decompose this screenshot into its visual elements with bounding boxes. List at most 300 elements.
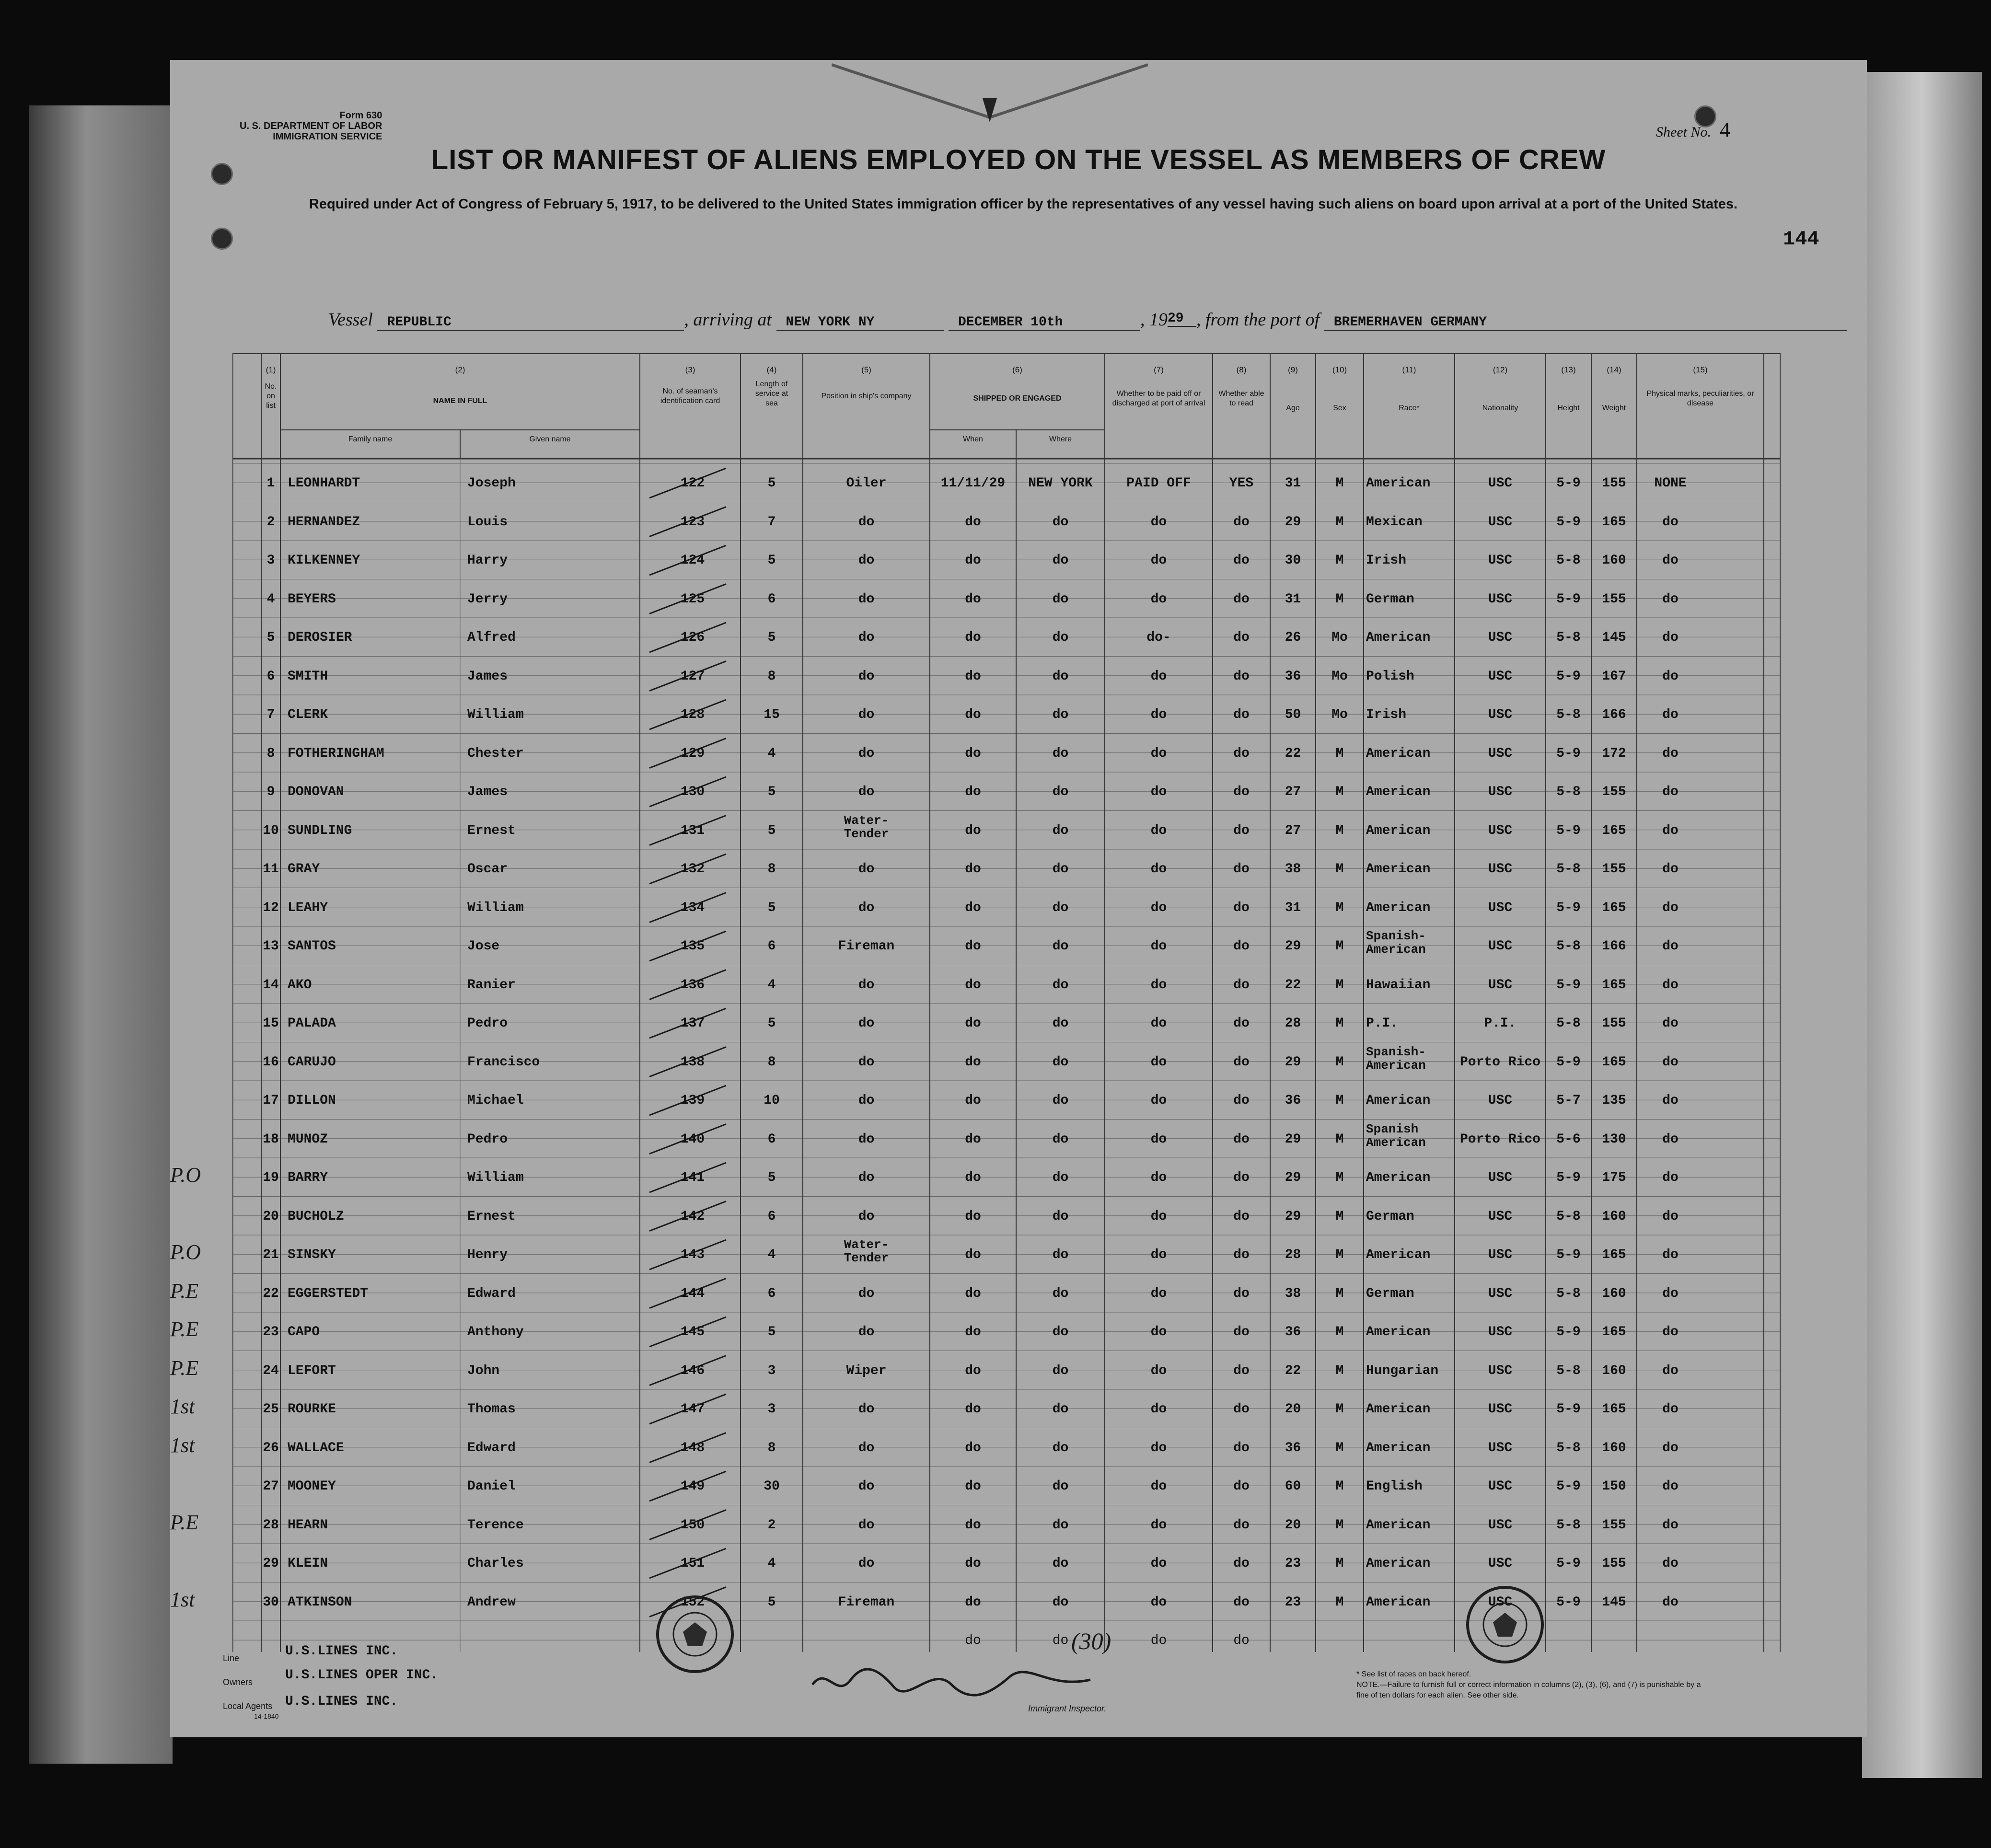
cell-marks: do [1662,669,1678,684]
cell-family: WALLACE [288,1440,344,1455]
cell-given: Terence [467,1517,524,1533]
cell-weight: 172 [1602,746,1626,761]
cell-age: 36 [1285,669,1301,684]
cell-marks: do [1662,1363,1678,1378]
year-prefix: , 19 [1140,310,1168,330]
cell-age: 29 [1285,1209,1301,1224]
margin-note: 1st [170,1433,195,1457]
cell-weight: 167 [1602,669,1626,684]
cell-no: 22 [263,1286,279,1301]
cell-read: do [1233,1402,1250,1417]
cell-read: do [1233,977,1250,993]
cell-height: 5-8 [1556,1016,1581,1031]
owners-value: U.S.LINES OPER INC. [285,1668,439,1683]
cell-where: do [1052,1479,1069,1494]
cell-sex: M [1335,977,1344,993]
col-number-8: (8) [1236,365,1247,374]
cell-card: 146 [680,1363,705,1378]
cell-height: 5-9 [1556,591,1581,607]
cell-weight: 166 [1602,939,1626,954]
cell-race: American [1366,630,1431,645]
cell-position: do [858,1016,875,1031]
cell-paid: do [1150,900,1167,915]
cell-read: do [1233,630,1250,645]
cell-race: German [1366,1209,1414,1224]
cell-service: 5 [767,900,776,915]
cell-weight: 165 [1602,1402,1626,1417]
cell-position: Fireman [838,1594,895,1610]
cell-family: FOTHERINGHAM [288,746,384,761]
cell-where: do [1052,1093,1069,1108]
cell-when: do [965,862,981,877]
header-paid-off: Whether to be paid off or discharged at port of arrival [1112,390,1205,407]
cell-no: 20 [263,1209,279,1224]
cell-card: 142 [680,1209,705,1224]
cell-no: 13 [263,939,279,954]
header-where: Where [1049,435,1072,443]
cell-sex: M [1335,1594,1344,1610]
cell-age: 31 [1285,900,1301,915]
cell-nationality: USC [1488,1286,1513,1301]
document-title: LIST OR MANIFEST OF ALIENS EMPLOYED ON THE VESSEL AS MEMBERS OF CREW [431,144,1606,175]
cell-read: do [1233,939,1250,954]
cell-age: 28 [1285,1247,1301,1262]
cell-weight: 165 [1602,1054,1626,1070]
cell-paid: PAID OFF [1126,476,1191,491]
cell-sex: M [1335,1363,1344,1378]
cell-service: 6 [767,1132,776,1147]
cell-nationality: USC [1488,591,1513,607]
col-number-9: (9) [1288,365,1298,374]
cell-position: do [858,1132,875,1147]
cell-service: 4 [767,977,776,993]
line-label: Line [223,1653,240,1663]
cell-where: do [1052,669,1069,684]
cell-service: 3 [767,1402,776,1417]
cell-age: 27 [1285,823,1301,838]
margin-note: P.E [170,1317,199,1341]
cell-given: Harry [467,553,508,568]
cell-family: CLERK [288,707,328,722]
cell-nationality: USC [1488,1209,1513,1224]
page-number: 144 [1783,228,1819,251]
vessel-name: REPUBLIC [377,315,684,331]
cell-position: do [858,1209,875,1224]
cell-position: Oiler [846,476,887,491]
cell-sex: M [1335,1325,1344,1340]
cell-read: do [1233,1479,1250,1494]
cell-family: MOONEY [288,1479,336,1494]
cell-when: do [965,1054,981,1070]
margin-note: P.O [170,1240,201,1264]
cell-height: 5-9 [1556,823,1581,838]
cell-marks: do [1662,1517,1678,1533]
cell-nationality: USC [1488,1402,1513,1417]
cell-nationality: USC [1488,1594,1513,1610]
cell-race: American [1366,1440,1431,1455]
cell-no: 6 [266,669,275,684]
cell-family: LEFORT [288,1363,336,1378]
cell-height: 5-6 [1556,1132,1581,1147]
margin-note: P.O [170,1163,201,1187]
cell-family: SUNDLING [288,823,352,838]
cell-position: do [858,707,875,722]
cell-no: 17 [263,1093,279,1108]
cell-race: American [1366,476,1431,491]
cell-no: 10 [263,823,279,838]
cell-age: 50 [1285,707,1301,722]
cell-age: 20 [1285,1402,1301,1417]
col-number-6: (6) [1012,365,1022,374]
cell-card: 131 [680,823,705,838]
margin-note: P.E [170,1279,199,1303]
cell-family: HERNANDEZ [288,514,360,530]
cell-read: do [1233,785,1250,799]
cell-card: 128 [680,707,705,722]
cell-race: American [1366,1170,1431,1185]
cell-given: Edward [467,1286,516,1301]
cell-card: 141 [680,1170,705,1185]
cell-given: Pedro [467,1132,508,1147]
cell-age: 31 [1285,591,1301,607]
cell-when: do [965,1556,981,1571]
cell-marks: do [1662,1402,1678,1417]
cell-service: 4 [767,746,776,761]
cell-service: 8 [767,1440,776,1455]
cell-family: GRAY [288,862,320,877]
service-name: IMMIGRATION SERVICE [273,131,382,142]
cell-race: Irish [1366,553,1407,568]
cell-card: 140 [680,1132,705,1147]
cell-sex: M [1335,1093,1344,1108]
cell-nationality: Porto Rico [1459,1054,1541,1070]
header-height: Height [1557,404,1580,412]
cell-when: do [965,553,981,568]
cell-service: 10 [764,1093,780,1108]
cell-weight: 160 [1602,1440,1626,1455]
cell-given: Pedro [467,1016,508,1031]
cell-card: 123 [680,514,705,530]
cell-paid: do [1150,1517,1167,1533]
cell-position: Water- Tender [844,813,889,841]
cell-height: 5-9 [1556,1479,1581,1494]
cell-marks: do [1662,1093,1678,1108]
cell-marks: do [1662,630,1678,645]
cell-weight: 160 [1602,1363,1626,1378]
col-number-2: (2) [455,365,465,374]
cell-weight: 165 [1602,977,1626,993]
cell-position: do [858,669,875,684]
scanned-page-left-edge [29,105,173,1764]
cell-age: 38 [1285,1286,1301,1301]
margin-note: P.E [170,1356,199,1380]
cell-family: DILLON [288,1093,336,1108]
cell-when: do [965,1209,981,1224]
cell-when: do [965,514,981,530]
cell-weight: 166 [1602,707,1626,722]
cell-where: do [1052,1016,1069,1031]
col-number-3: (3) [685,365,695,374]
owners-label: Owners [223,1677,253,1687]
cell-age: 22 [1285,977,1301,993]
header-able-to-read: Whether able to read [1218,390,1264,407]
cell-position: do [858,1440,875,1455]
count-note: (30) [1071,1628,1111,1654]
header-nationality: Nationality [1482,404,1518,412]
extra-row-cell: do [1150,1633,1167,1648]
margin-note: 1st [170,1587,195,1611]
cell-where: do [1052,1054,1069,1070]
cell-sex: M [1335,1556,1344,1571]
cell-when: do [965,977,981,993]
cell-family: HEARN [288,1517,328,1533]
cell-no: 30 [263,1594,279,1610]
cell-when: do [965,1402,981,1417]
cell-service: 2 [767,1517,776,1533]
cell-when: do [965,630,981,645]
cell-where: do [1052,1517,1069,1533]
form-identifier [240,110,382,142]
cell-race: Spanish- American [1366,1044,1426,1073]
cell-height: 5-8 [1556,939,1581,954]
cell-read: do [1233,823,1250,838]
footnote-races: * See list of races on back hereof. [1356,1670,1471,1678]
cell-position: do [858,1517,875,1533]
cell-nationality: USC [1488,862,1513,877]
cell-weight: 155 [1602,862,1626,877]
footnote-penalty: NOTE.—Failure to furnish full or correct information in columns (2), (3), (6), and (7) is punishable by a fine of ten dollars for each alien. See other side. [1356,1681,1701,1699]
cell-height: 5-9 [1556,1247,1581,1262]
cell-race: American [1366,862,1431,877]
cell-paid: do [1150,1325,1167,1340]
cell-nationality: USC [1488,1517,1513,1533]
cell-given: William [467,707,524,722]
cell-race: P.I. [1366,1016,1399,1031]
cell-race: American [1366,1556,1431,1571]
margin-note: 1st [170,1395,195,1418]
cell-card: 151 [680,1556,705,1571]
cell-height: 5-7 [1556,1093,1581,1108]
cell-when: do [965,939,981,954]
cell-age: 36 [1285,1093,1301,1108]
cell-marks: do [1662,862,1678,877]
cell-read: do [1233,1132,1250,1147]
cell-race: American [1366,785,1431,799]
cell-paid: do [1150,1247,1167,1262]
cell-marks: do [1662,1054,1678,1070]
cell-read: do [1233,1517,1250,1533]
cell-paid: do [1150,1479,1167,1494]
cell-nationality: USC [1488,1093,1513,1108]
cell-nationality: USC [1488,476,1513,491]
cell-position: Water- Tender [844,1237,889,1265]
departure-port: BREMERHAVEN GERMANY [1324,315,1847,331]
cell-when: do [965,1479,981,1494]
cell-when: do [965,1132,981,1147]
cell-given: William [467,1170,524,1185]
cell-nationality: USC [1488,785,1513,799]
cell-given: James [467,785,508,799]
cell-when: do [965,1016,981,1031]
cell-height: 5-8 [1556,1517,1581,1533]
cell-position: do [858,746,875,761]
cell-card: 129 [680,746,705,761]
cell-height: 5-8 [1556,1440,1581,1455]
cell-card: 136 [680,977,705,993]
cell-where: do [1052,746,1069,761]
cell-no: 25 [263,1402,279,1417]
cell-height: 5-8 [1556,1286,1581,1301]
cell-age: 38 [1285,862,1301,877]
cell-sex: Mo [1331,630,1348,645]
cell-weight: 155 [1602,476,1626,491]
cell-paid: do [1150,977,1167,993]
cell-weight: 175 [1602,1170,1626,1185]
cell-card: 150 [680,1517,705,1533]
cell-family: LEONHARDT [288,476,360,491]
cell-sex: M [1335,939,1344,954]
cell-no: 26 [263,1440,279,1455]
cell-card: 132 [680,862,705,877]
cell-sex: M [1335,1402,1344,1417]
cell-no: 18 [263,1132,279,1147]
cell-card: 138 [680,1054,705,1070]
cell-where: do [1052,1440,1069,1455]
cell-marks: do [1662,1440,1678,1455]
cell-weight: 155 [1602,1016,1626,1031]
cell-when: 11/11/29 [940,476,1006,491]
cell-nationality: USC [1488,977,1513,993]
cell-position: Wiper [846,1363,887,1378]
cell-when: do [965,1170,981,1185]
cell-marks: NONE [1654,476,1687,491]
cell-nationality: USC [1488,707,1513,722]
cell-position: do [858,630,875,645]
cell-sex: M [1335,1016,1344,1031]
manifest-page [170,60,1867,1737]
cell-sex: M [1335,862,1344,877]
consulate-seal-left-icon [654,1594,736,1675]
cell-where: do [1052,1325,1069,1340]
cell-family: DEROSIER [288,630,352,645]
cell-read: do [1233,514,1250,530]
cell-read: do [1233,1556,1250,1571]
cell-given: Andrew [467,1594,516,1610]
cell-position: do [858,1402,875,1417]
cell-marks: do [1662,1286,1678,1301]
cell-when: do [965,823,981,838]
cell-race: German [1366,1286,1414,1301]
agents-label: Local Agents [223,1701,273,1711]
cell-service: 5 [767,823,776,838]
cell-sex: M [1335,1479,1344,1494]
form-code: 14-1840 [254,1712,279,1720]
cell-when: do [965,1594,981,1610]
cell-marks: do [1662,1594,1678,1610]
cell-nationality: USC [1488,1170,1513,1185]
cell-no: 8 [266,746,275,761]
cell-family: EGGERSTEDT [288,1286,369,1301]
cell-no: 4 [266,591,275,607]
cell-nationality: USC [1488,939,1513,954]
header-shipped-engaged: SHIPPED OR ENGAGED [973,394,1062,403]
header-sex: Sex [1333,404,1346,412]
cell-marks: do [1662,1016,1678,1031]
cell-service: 6 [767,591,776,607]
cell-card: 143 [680,1247,705,1262]
cell-given: Jose [467,939,500,954]
cell-nationality: P.I. [1484,1016,1516,1031]
cell-paid: do [1150,1132,1167,1147]
cell-position: do [858,977,875,993]
cell-marks: do [1662,939,1678,954]
cell-card: 148 [680,1440,705,1455]
cell-sex: M [1335,1247,1344,1262]
cell-read: do [1233,669,1250,684]
cell-height: 5-8 [1556,1363,1581,1378]
cell-read: do [1233,1286,1250,1301]
col-number-10: (10) [1332,365,1347,374]
cell-age: 23 [1285,1556,1301,1571]
cell-marks: do [1662,977,1678,993]
cell-where: do [1052,900,1069,915]
cell-marks: do [1662,1170,1678,1185]
cell-read: do [1233,1325,1250,1340]
cell-card: 139 [680,1093,705,1108]
cell-marks: do [1662,591,1678,607]
cell-sex: M [1335,1054,1344,1070]
cell-height: 5-8 [1556,862,1581,877]
cell-race: Spanish American [1366,1121,1426,1150]
cell-when: do [965,591,981,607]
cell-given: Ernest [467,823,516,838]
cell-sex: M [1335,900,1344,915]
cell-where: do [1052,785,1069,799]
cell-nationality: USC [1488,630,1513,645]
cell-card: 145 [680,1325,705,1340]
cell-height: 5-9 [1556,476,1581,491]
cell-position: do [858,785,875,799]
cell-position: Fireman [838,939,895,954]
cell-weight: 160 [1602,553,1626,568]
cell-race: Hungarian [1366,1363,1439,1378]
cell-position: do [858,1093,875,1108]
cell-where: do [1052,630,1069,645]
cell-when: do [965,1517,981,1533]
cell-height: 5-9 [1556,669,1581,684]
cell-read: do [1233,1209,1250,1224]
cell-age: 30 [1285,553,1301,568]
cell-no: 29 [263,1556,279,1571]
cell-age: 36 [1285,1325,1301,1340]
cell-marks: do [1662,1247,1678,1262]
cell-marks: do [1662,823,1678,838]
cell-read: do [1233,746,1250,761]
cell-position: do [858,862,875,877]
cell-height: 5-8 [1556,553,1581,568]
cell-service: 5 [767,630,776,645]
cell-service: 30 [764,1479,780,1494]
cell-read: do [1233,1363,1250,1378]
cell-read: do [1233,1016,1250,1031]
cell-height: 5-8 [1556,785,1581,799]
header-position: Position in ship's company [821,392,912,400]
extra-row-cell: do [1233,1633,1250,1648]
cell-where: NEW YORK [1028,476,1093,491]
cell-no: 15 [263,1016,279,1031]
arrival-port: NEW YORK NY [776,315,944,331]
header-given-name: Given name [529,435,571,443]
